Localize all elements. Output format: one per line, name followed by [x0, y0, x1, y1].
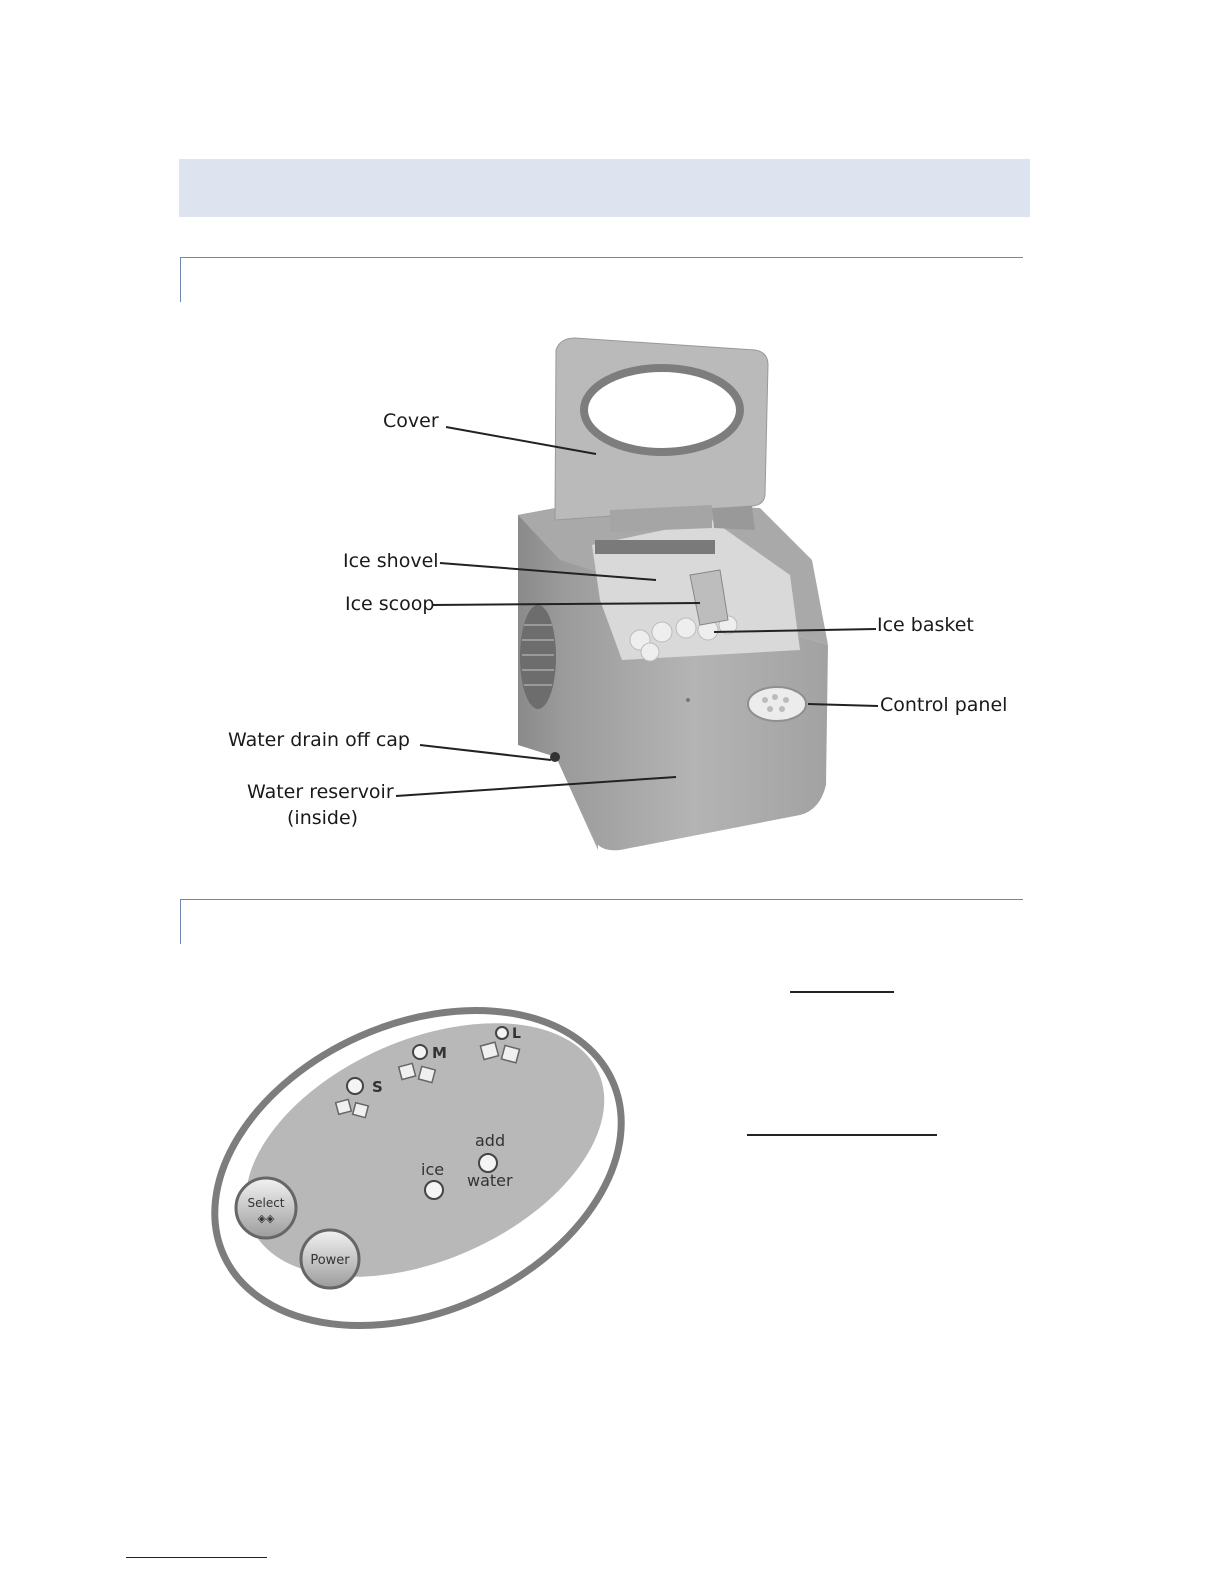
power-button-label: Power — [310, 1253, 350, 1268]
label-water-reservoir: Water reservoir — [247, 781, 394, 803]
label-cover: Cover — [383, 410, 439, 432]
add-water-label-top: add — [475, 1131, 506, 1150]
small-cube-icon — [353, 1103, 369, 1118]
select-button-label: Select — [247, 1196, 285, 1210]
label-water-drain-cap: Water drain off cap — [228, 729, 410, 751]
label-ice-basket: Ice basket — [877, 614, 974, 636]
cube-glyph-icon: ◈◈ — [257, 1212, 275, 1225]
medium-cube-icon — [399, 1063, 416, 1079]
size-large-label: L — [512, 1026, 521, 1042]
label-control-panel: Control panel — [880, 694, 1008, 716]
blank-underline — [790, 991, 894, 993]
size-medium-label: M — [432, 1044, 447, 1062]
label-ice-scoop: Ice scoop — [345, 593, 435, 615]
add-water-led — [479, 1154, 497, 1172]
ice-full-led — [425, 1181, 443, 1199]
footnote-rule — [126, 1557, 267, 1558]
control-panel-illustration — [165, 950, 671, 1386]
size-small-led — [347, 1078, 363, 1094]
ice-maker-illustration — [518, 338, 828, 850]
label-ice-shovel: Ice shovel — [343, 550, 439, 572]
small-cube-icon — [336, 1099, 352, 1114]
add-water-label-bottom: water — [467, 1171, 513, 1190]
label-water-reservoir-note: (inside) — [287, 807, 359, 829]
size-medium-led — [413, 1045, 427, 1059]
large-cube-icon — [480, 1042, 498, 1059]
large-cube-icon — [501, 1045, 519, 1062]
blank-underline — [747, 1134, 937, 1136]
medium-cube-icon — [418, 1066, 435, 1082]
size-large-led — [496, 1027, 508, 1039]
ice-indicator-label: ice — [421, 1160, 445, 1179]
size-small-label: S — [372, 1078, 383, 1096]
